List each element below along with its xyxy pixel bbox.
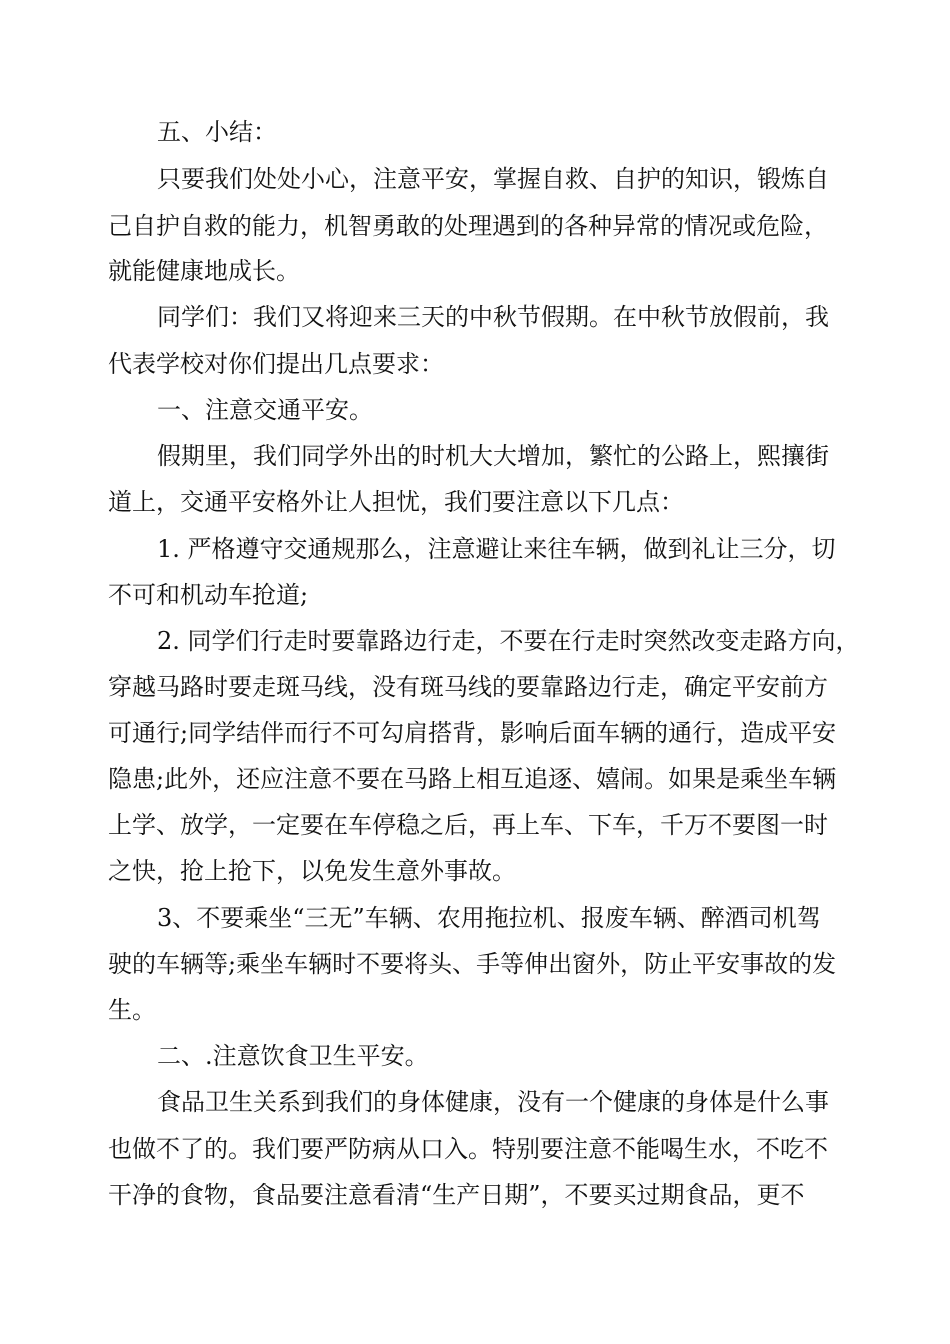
list-item-line: 之快，抢上抢下，以免发生意外事故。	[108, 857, 516, 885]
list-item-line: 驶的车辆等;乘坐车辆时不要将头、手等伸出窗外，防止平安事故的发	[108, 950, 837, 978]
paragraph-line: 干净的食物，食品要注意看清“生产日期”，不要买过期食品，更不	[108, 1181, 805, 1209]
paragraph-line: 也做不了的。我们要严防病从口入。特别要注意不能喝生水，不吃不	[108, 1135, 828, 1163]
paragraph-line: 只要我们处处小心，注意平安，掌握自救、自护的知识，锻炼自	[157, 165, 829, 193]
list-item-line: 隐患;此外，还应注意不要在马路上相互追逐、嬉闹。如果是乘坐车辆	[108, 765, 837, 793]
paragraph-line: 就能健康地成长。	[108, 257, 300, 285]
list-item-line: 3、不要乘坐“三无”车辆、农用拖拉机、报废车辆、醉酒司机驾	[157, 904, 821, 932]
list-item-line: 穿越马路时要走斑马线，没有斑马线的要靠路边行走，确定平安前方	[108, 673, 828, 701]
paragraph-line: 假期里，我们同学外出的时机大大增加，繁忙的公路上，熙攘街	[157, 442, 829, 470]
list-item-line: 上学、放学，一定要在车停稳之后，再上车、下车，千万不要图一时	[108, 811, 828, 839]
list-item-line: 2. 同学们行走时要靠路边行走，不要在行走时突然改变走路方向，	[157, 627, 860, 655]
list-item-line: 生。	[108, 996, 156, 1024]
paragraph-line: 食品卫生关系到我们的身体健康，没有一个健康的身体是什么事	[157, 1088, 829, 1116]
list-item-line: 不可和机动车抢道;	[108, 581, 309, 609]
paragraph-line: 同学们：我们又将迎来三天的中秋节假期。在中秋节放假前，我	[157, 303, 829, 331]
list-item-line: 可通行;同学结伴而行不可勾肩搭背，影响后面车辆的通行，造成平安	[108, 719, 837, 747]
paragraph-line: 代表学校对你们提出几点要求：	[108, 350, 444, 378]
section-heading-summary: 五、小结：	[157, 118, 277, 146]
list-item-line: 1. 严格遵守交通规那么，注意避让来往车辆，做到礼让三分，切	[157, 535, 836, 563]
paragraph-line: 己自护自救的能力，机智勇敢的处理遇到的各种异常的情况或危险，	[108, 212, 828, 240]
section-heading-traffic: 一、注意交通平安。	[157, 396, 373, 424]
section-heading-food: 二、.注意饮食卫生平安。	[157, 1042, 429, 1070]
paragraph-line: 道上，交通平安格外让人担忧，我们要注意以下几点：	[108, 488, 684, 516]
